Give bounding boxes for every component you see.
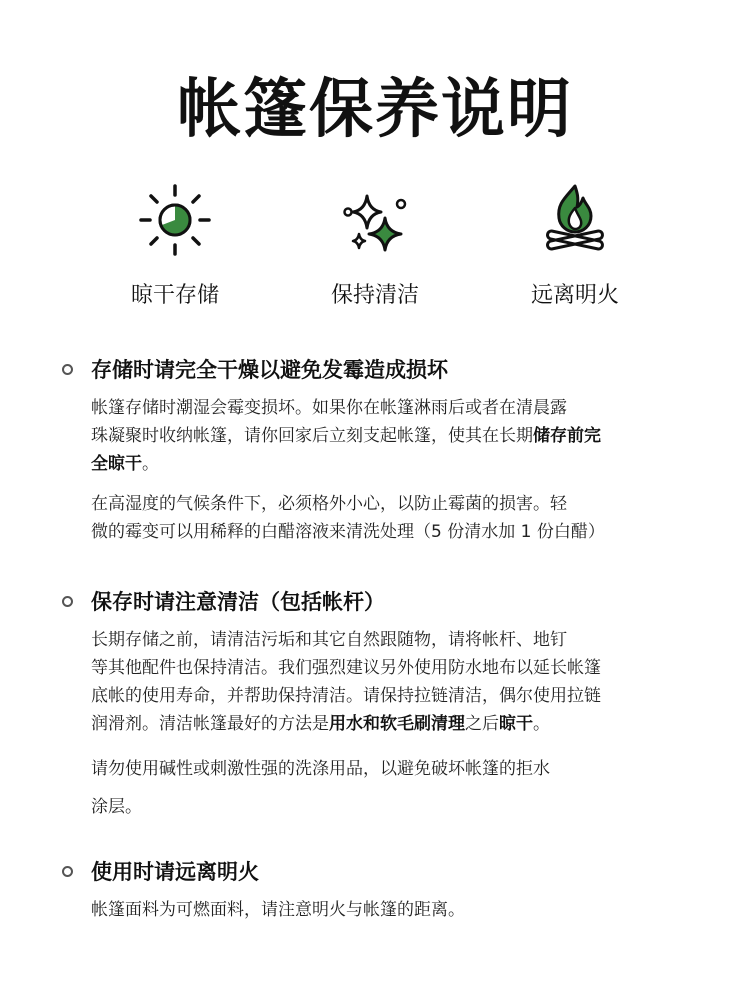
paragraph: 请勿使用碱性或刺激性强的洗涤用品，以避免破坏帐篷的拒水 涂层。 <box>91 759 550 817</box>
icon-label-dry: 晾干存储 <box>130 283 219 308</box>
bullet-icon <box>62 364 73 375</box>
page-title: 帐篷保养说明 <box>177 73 573 147</box>
paragraph: 帐篷存储时潮湿会霉变损坏。如果你在帐篷淋雨后或者在清晨露 珠凝聚时收纳帐篷，请你回家后立刻支起帐篷，使其在长期储存前完 全晾干。 <box>91 398 601 474</box>
icon-label-fire: 远离明火 <box>530 283 619 308</box>
icon-block-dry <box>75 180 275 309</box>
bullet-icon <box>62 596 73 607</box>
paragraph: 帐篷面料为可燃面料，请注意明火与帐篷的距离。 <box>91 900 465 920</box>
icon-block-fire <box>475 180 675 309</box>
section-cleaning <box>62 584 702 826</box>
sparkle-icon <box>335 180 415 260</box>
care-icons <box>75 180 675 310</box>
section-title: 使用时请远离明火 <box>91 860 259 884</box>
section-fire <box>62 854 702 924</box>
campfire-icon <box>535 180 615 260</box>
section-title: 保存时请注意清洁（包括帐杆） <box>91 590 385 614</box>
icon-label-clean: 保持清洁 <box>330 283 419 308</box>
paragraph: 长期存储之前，请清洁污垢和其它自然跟随物，请将帐杆、地钉 等其他配件也保持清洁。我们强烈建议另外使用防水地布以延长帐篷 底帐的使用寿命，并帮助保持清洁。请保持拉链清洁，偶尔使用拉链 润滑剂。清洁帐篷最好的方法是用水和软毛刷清理之后晾干。 <box>91 630 601 734</box>
sun-icon <box>135 180 215 260</box>
icon-block-clean <box>275 180 475 309</box>
bullet-icon <box>62 866 73 877</box>
section-title: 存储时请完全干燥以避免发霉造成损坏 <box>91 358 448 382</box>
section-dry-storage <box>62 352 702 546</box>
paragraph: 在高湿度的气候条件下，必须格外小心，以防止霉菌的损害。轻 微的霉变可以用稀释的白醋溶液来清洗处理（5 份清水加 1 份白醋） <box>91 494 605 542</box>
